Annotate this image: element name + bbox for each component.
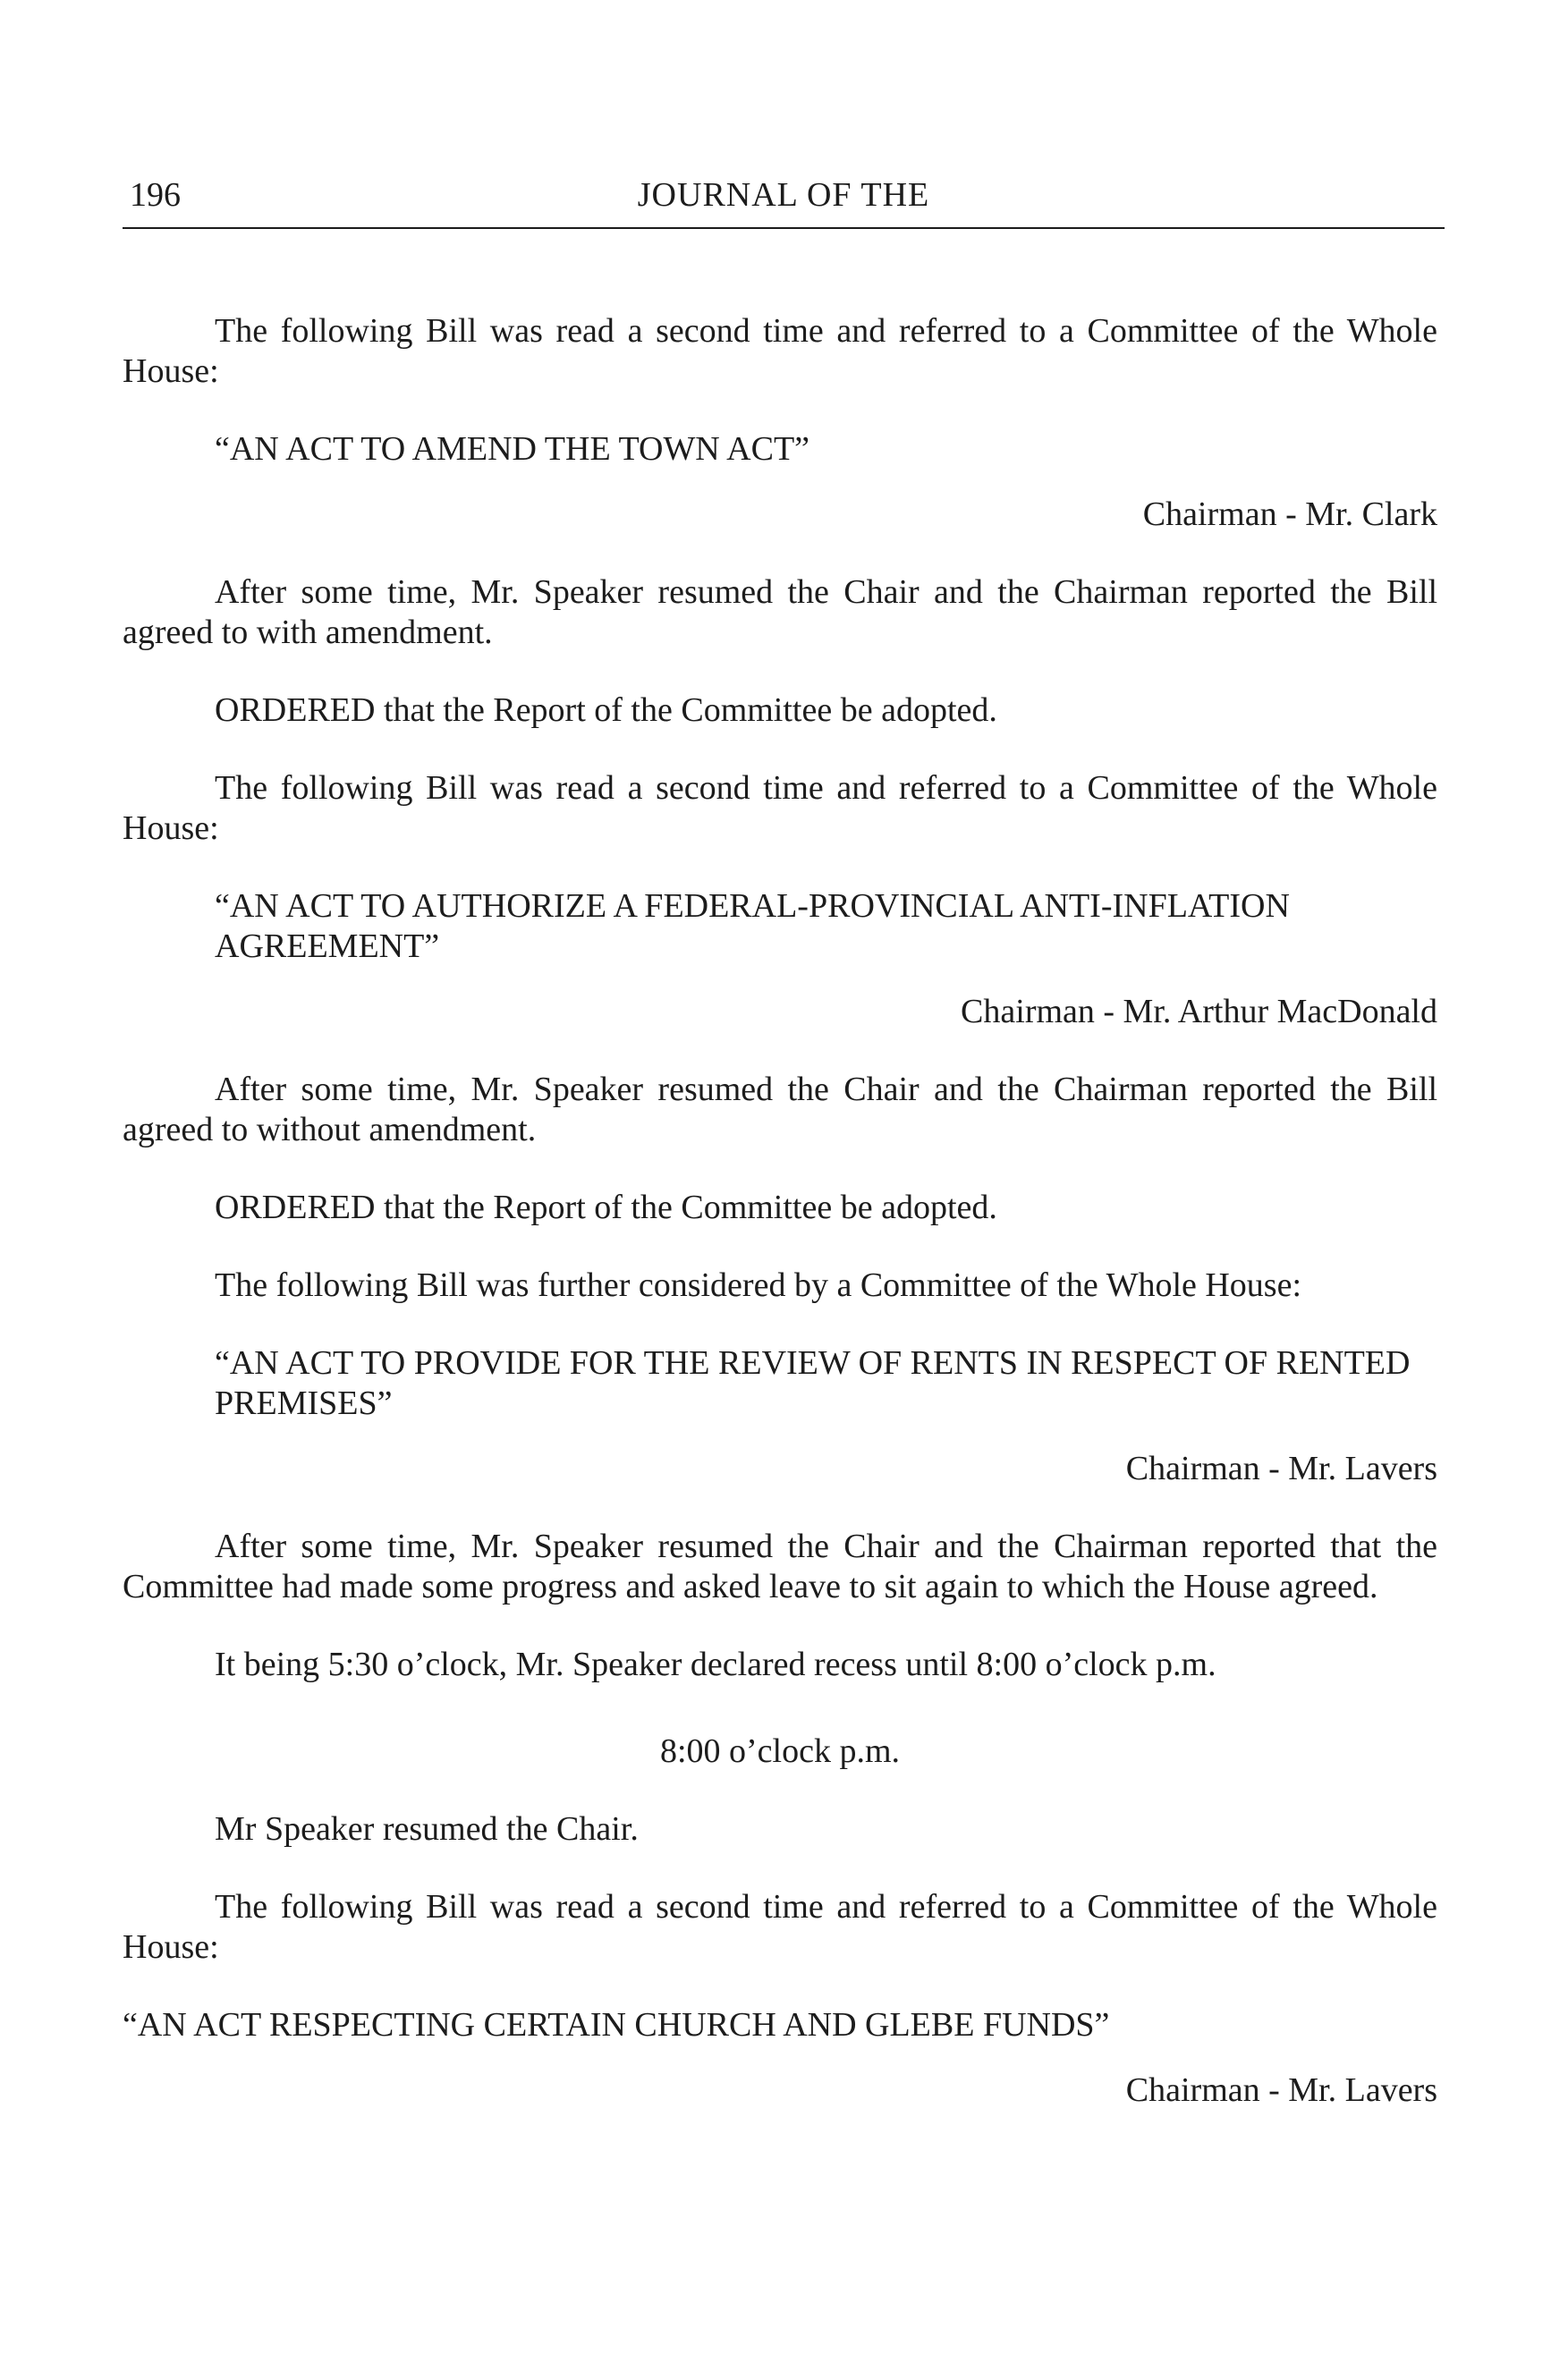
paragraph: After some time, Mr. Speaker resumed the Chair and the Chairman reported the Bill agreed to with amendment. [123,573,1437,651]
chairman-line: Chairman - Mr. Lavers [1125,2071,1437,2109]
chairman-line: Chairman - Mr. Lavers [1125,1450,1437,1487]
page-number: 196 [130,176,181,214]
chairman-line: Chairman - Mr. Arthur MacDonald [961,993,1437,1030]
journal-body [123,311,1437,2148]
bill-title: “AN ACT TO PROVIDE FOR THE REVIEW OF RENTS IN RESPECT OF RENTED PREMISES” [215,1344,1411,1422]
chairman-line: Chairman - Mr. Clark [1142,495,1437,533]
paragraph: The following Bill was further considered by a Committee of the Whole House: [215,1266,1302,1304]
bill-title: “AN ACT TO AMEND THE TOWN ACT” [215,430,810,468]
paragraph: Mr Speaker resumed the Chair. [215,1810,639,1848]
paragraph: It being 5:30 o’clock, Mr. Speaker declared recess until 8:00 o’clock p.m. [215,1646,1216,1683]
paragraph: ORDERED that the Report of the Committee be adopted. [215,691,997,729]
bill-title: “AN ACT RESPECTING CERTAIN CHURCH AND GLEBE FUNDS” [123,2006,1110,2044]
paragraph: The following Bill was read a second time and referred to a Committee of the Whole House: [123,1888,1437,1966]
page-header [123,170,1445,229]
time-heading: 8:00 o’clock p.m. [659,1732,901,1770]
paragraph: After some time, Mr. Speaker resumed the Chair and the Chairman reported the Bill agreed to without amendment. [123,1071,1437,1148]
paragraph: After some time, Mr. Speaker resumed the Chair and the Chairman reported that the Committee had made some progress and asked leave to sit again to which the House agreed. [123,1528,1437,1605]
paragraph: The following Bill was read a second time and referred to a Committee of the Whole House: [123,312,1437,390]
paragraph: ORDERED that the Report of the Committee be adopted. [215,1189,997,1226]
bill-title: “AN ACT TO AUTHORIZE A FEDERAL-PROVINCIAL ANTI-INFLATION AGREEMENT” [215,887,1290,965]
paragraph: The following Bill was read a second time and referred to a Committee of the Whole House: [123,769,1437,847]
running-head: JOURNAL OF THE [637,176,930,214]
